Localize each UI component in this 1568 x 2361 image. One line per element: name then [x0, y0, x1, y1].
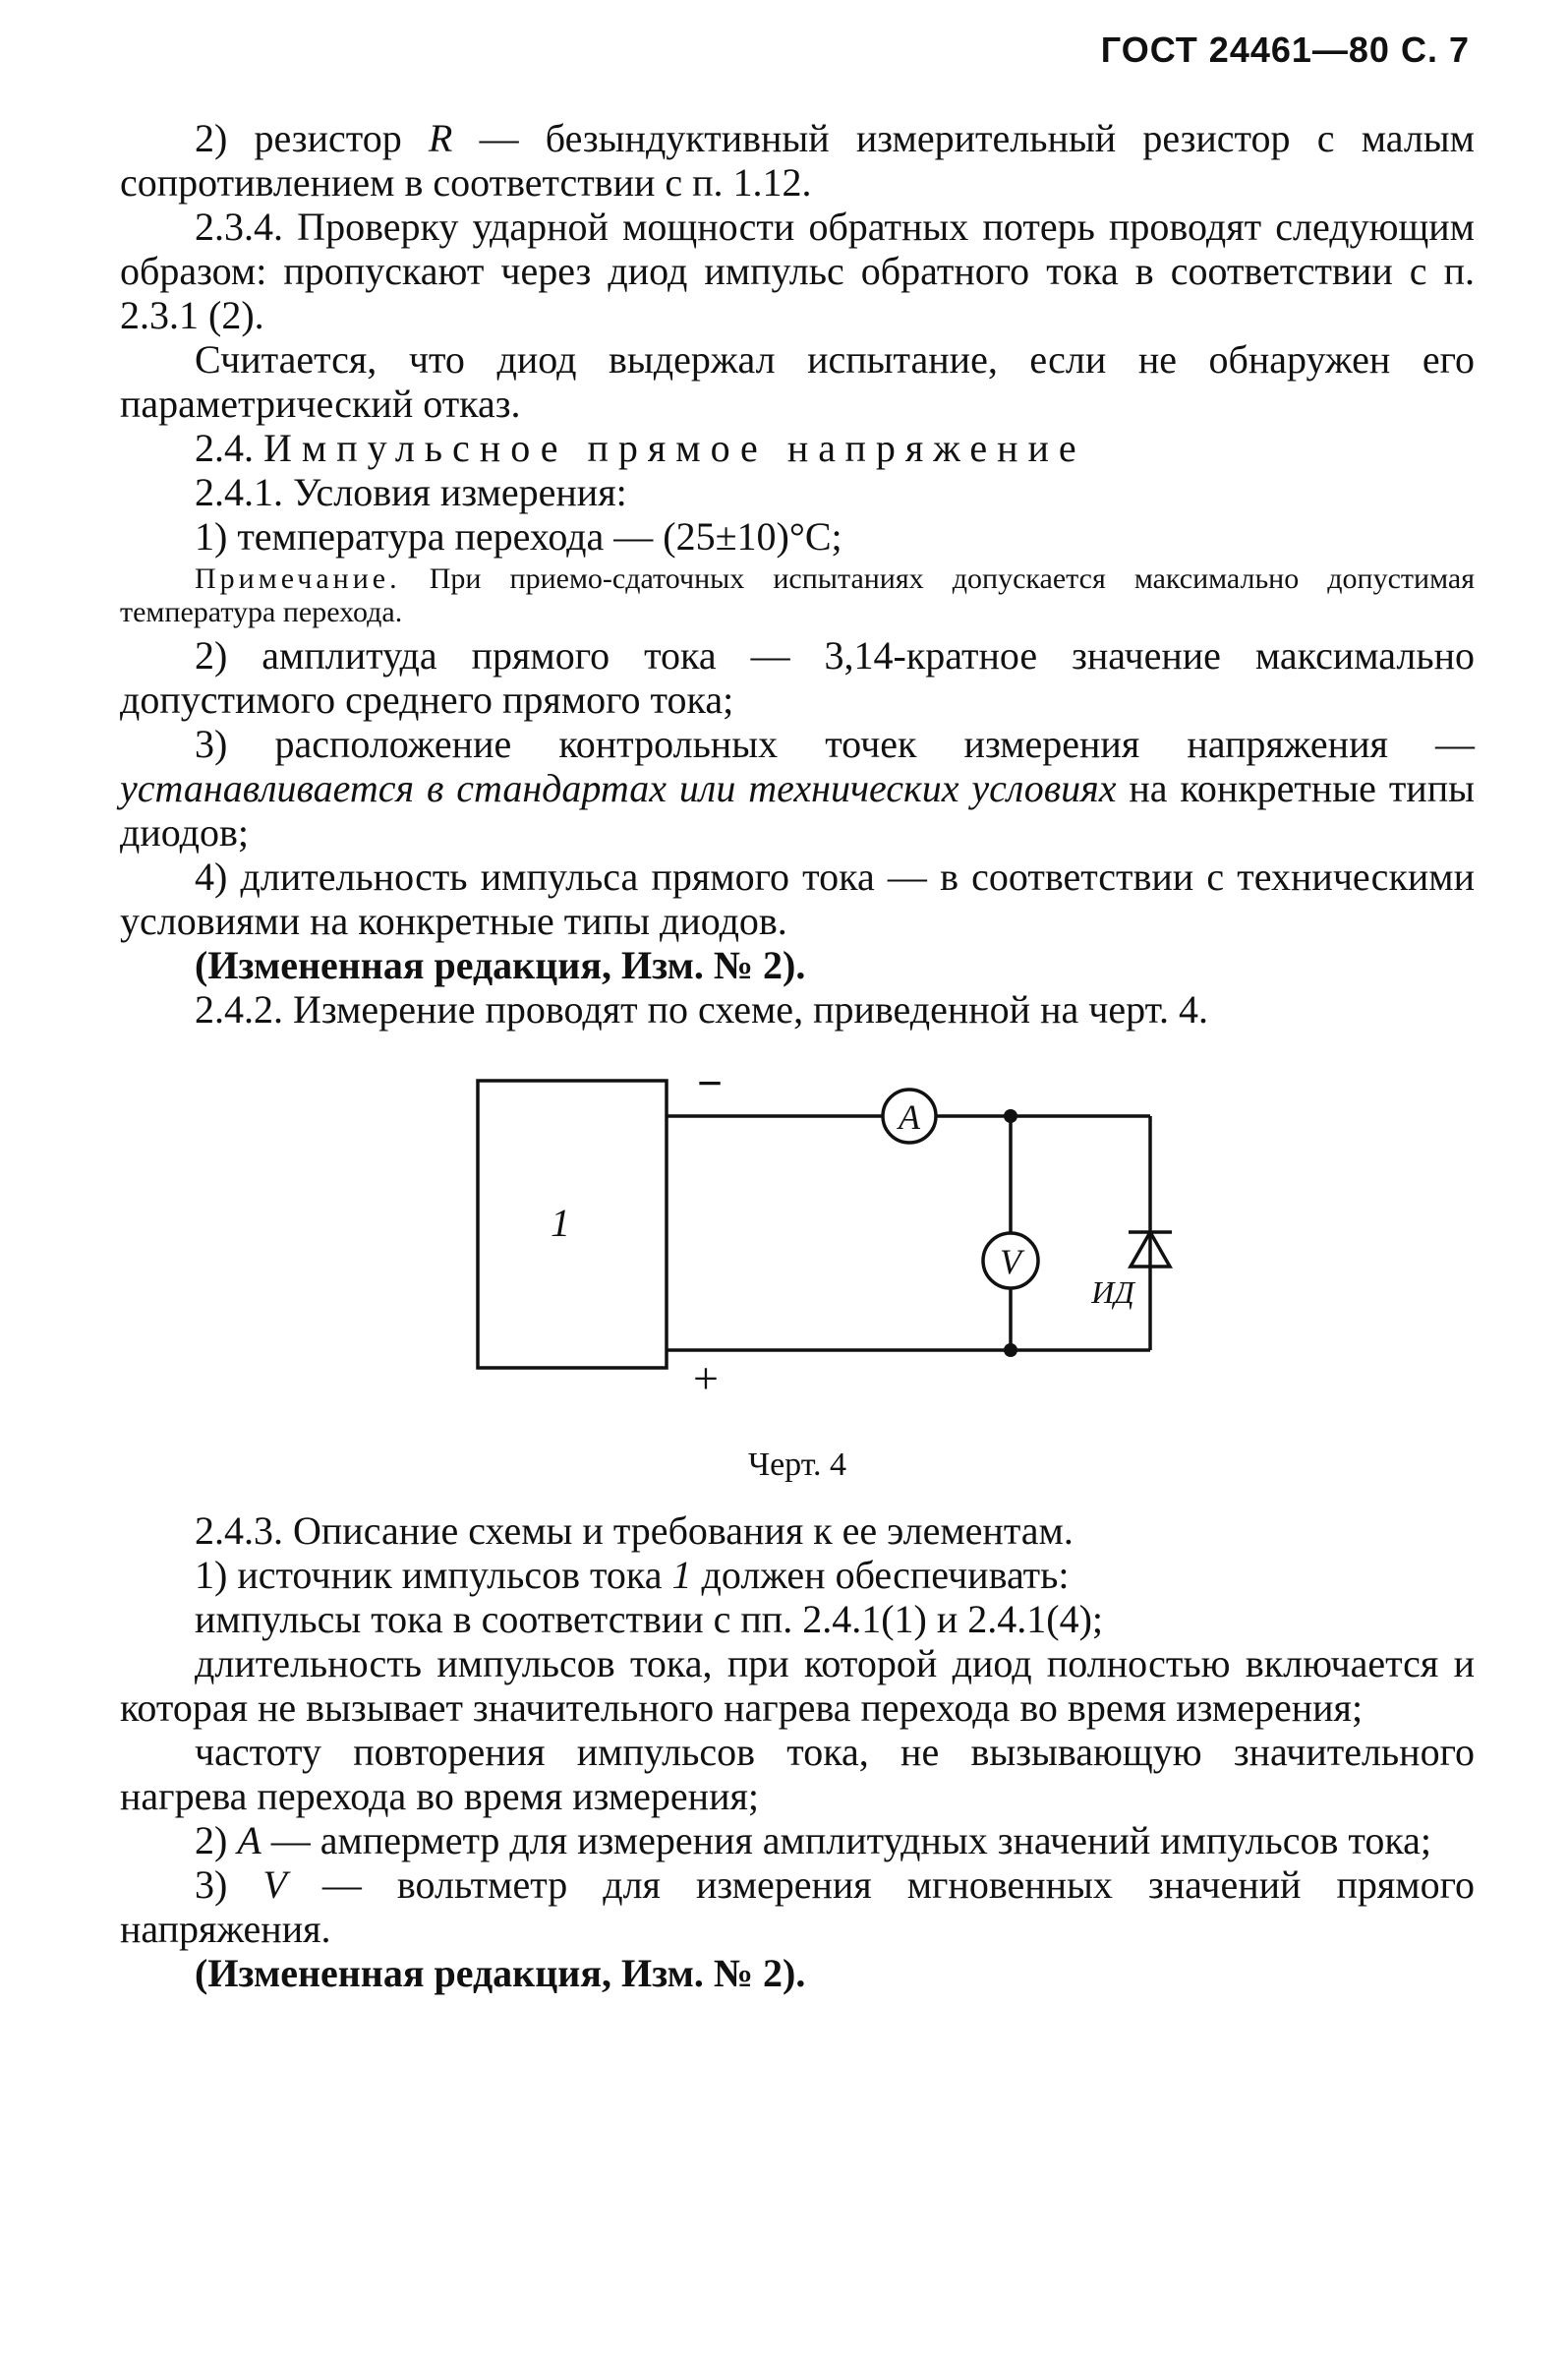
junction-top — [1004, 1109, 1017, 1123]
symbol-r: R — [428, 116, 453, 160]
section-heading-2-4: 2.4. Импульсное прямое напряжение — [195, 426, 1086, 470]
circuit-figure — [120, 1049, 1475, 1443]
circuit-diagram — [120, 1049, 1475, 1443]
section-title: Импульсное прямое напряжение — [263, 426, 1086, 470]
paragraph-2-3-4: 2.3.4. Проверку ударной мощности обратных потерь проводят следующим образом: пропускают через диод импульс обратного тока в соответствии с п. 2.3.1 (2). — [120, 205, 1475, 337]
paragraph-temperature: 1) температура перехода — (25±10)°С; — [195, 514, 842, 559]
paragraph-passed-test: Считается, что диод выдержал испытание, если не обнаружен его параметрический отказ. — [120, 337, 1475, 426]
revision-note-2: (Измененная редакция, Изм. № 2). — [195, 1951, 806, 1995]
page-number: С. 7 — [1400, 30, 1470, 70]
document-body — [120, 116, 1475, 1995]
paragraph-voltmeter: 3) V — вольтметр для измерения мгновенных значений прямого напряжения. — [120, 1862, 1475, 1951]
voltmeter-label: V — [1000, 1242, 1021, 1281]
paragraph-ammeter: 2) A — амперметр для измерения амплитудных значений импульсов тока; — [195, 1818, 1432, 1862]
paragraph-pulse-source: 1) источник импульсов тока 1 должен обеспечивать: — [195, 1553, 1070, 1597]
paragraph-resistor: 2) резистор R — безындуктивный измерительный резистор с малым сопротивлением в соответствии с п. 1.12. — [120, 116, 1475, 205]
paragraph-2-4-2: 2.4.2. Измерение проводят по схеме, приведенной на черт. 4. — [195, 987, 1209, 1032]
minus-sign: − — [696, 1058, 724, 1108]
paragraph-2-4-1: 2.4.1. Условия измерения: — [195, 470, 627, 514]
paragraph-amplitude: 2) амплитуда прямого тока — 3,14-кратное значение максимально допустимого среднего прямого тока; — [120, 633, 1475, 722]
doc-number: ГОСТ 24461—80 — [1100, 30, 1390, 70]
revision-note-1: (Измененная редакция, Изм. № 2). — [195, 943, 806, 987]
paragraph-pulse-duration: длительность импульсов тока, при которой диод полностью включается и которая не вызывает значительного нагрева перехода во время измерения; — [120, 1641, 1475, 1730]
note-text: При приемо-сдаточных испытаниях допускается максимально допустимая температура перехода. — [120, 562, 1475, 628]
paragraph-frequency: частоту повторения импульсов тока, не вызывающую значительного нагрева перехода во время измерения; — [120, 1730, 1475, 1818]
paragraph-2-4-3: 2.4.3. Описание схемы и требования к ее элементам. — [195, 1508, 1074, 1553]
paragraph-control-points: 3) расположение контрольных точек измерения напряжения — устанавливается в стандартах или технических условиях на конкретные типы диодов; — [120, 722, 1475, 855]
paragraph-duration: 4) длительность импульса прямого тока — в соответствии с техническими условиями на конкретные типы диодов. — [120, 855, 1475, 943]
figure-caption: Черт. 4 — [747, 1446, 847, 1483]
ammeter-label: A — [899, 1097, 920, 1137]
note-label: Примечание. — [195, 562, 401, 595]
page-header — [1101, 30, 1470, 71]
diode-label: ИД — [1091, 1274, 1134, 1310]
source-label: 1 — [551, 1201, 570, 1245]
paragraph-pulses: импульсы тока в соответствии с пп. 2.4.1(1) и 2.4.1(4); — [195, 1597, 1104, 1641]
junction-bottom — [1004, 1343, 1017, 1357]
note — [120, 562, 1475, 629]
pulse-source-block — [478, 1081, 667, 1368]
plus-sign: + — [693, 1353, 719, 1403]
